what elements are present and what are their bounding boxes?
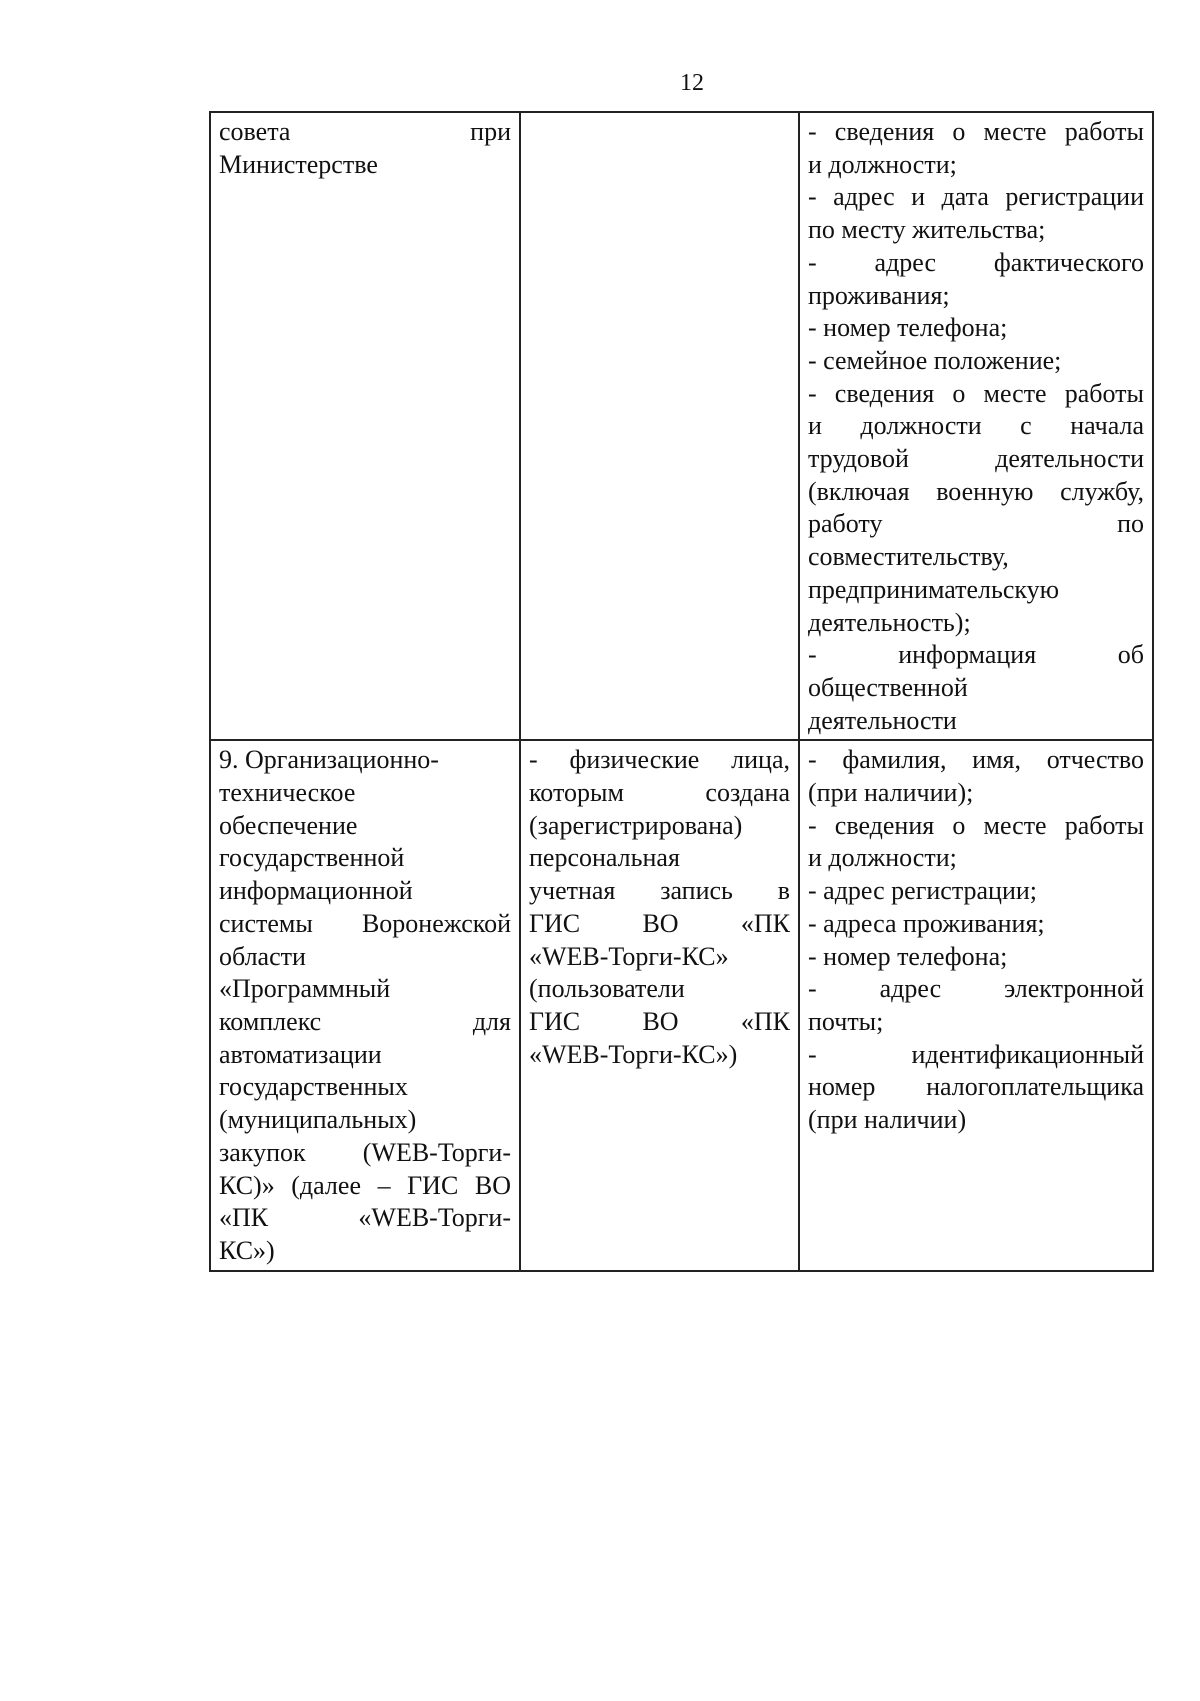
text-line: трудовой деятельности <box>808 444 1144 474</box>
text-line: техническое <box>219 778 356 808</box>
text-line: государственных <box>219 1072 408 1102</box>
text-line: деятельности <box>808 705 957 735</box>
text-line: (пользователи <box>529 974 685 1004</box>
text-line: Министерстве <box>219 149 378 179</box>
text-line: предпринимательскую <box>808 574 1060 604</box>
text-line: совместительству, <box>808 542 1009 572</box>
text-line: 9. Организационно- <box>219 745 439 775</box>
text-line: общественной <box>808 672 968 702</box>
text-line: и должности с начала <box>808 411 1144 441</box>
text-line: почты; <box>808 1006 884 1036</box>
text-line: - сведения о месте работы <box>808 378 1144 408</box>
text-line: номер налогоплательщика <box>808 1072 1144 1102</box>
table-cell-subjects <box>520 740 799 1270</box>
text-line: автоматизации <box>219 1039 382 1069</box>
text-line: и должности; <box>808 843 957 873</box>
text-line: проживания; <box>808 280 950 310</box>
table-cell-data-list <box>799 112 1153 740</box>
text-line: (муниципальных) <box>219 1105 417 1135</box>
text-line: комплекс для <box>219 1006 511 1036</box>
text-line: - адреса проживания; <box>808 908 1045 938</box>
text-line: - информация об <box>808 640 1144 670</box>
text-line: ГИС ВО «ПК <box>529 1006 790 1036</box>
text-line: которым создана <box>529 778 790 808</box>
text-line: - сведения о месте работы <box>808 117 1144 146</box>
text-line: «WEB-Торги-КС» <box>529 941 729 971</box>
text-line: - идентификационный <box>808 1039 1144 1069</box>
text-line: (при наличии); <box>808 778 974 808</box>
text-line: «ПК «WEB-Торги- <box>219 1203 511 1233</box>
text-line: «WEB-Торги-КС») <box>529 1039 738 1069</box>
table-row <box>210 740 1153 1270</box>
text-line: и должности; <box>808 149 957 179</box>
text-line: (включая военную службу, <box>808 476 1144 506</box>
text-line: - номер телефона; <box>808 941 1008 971</box>
text-line: области <box>219 941 306 971</box>
text-line: персональная <box>529 843 680 873</box>
text-line: КС») <box>219 1235 275 1265</box>
text-line: - физические лица, <box>529 745 790 775</box>
text-line: закупок (WEB-Торги- <box>219 1137 511 1167</box>
text-line: - сведения о месте работы <box>808 810 1144 840</box>
text-line: ГИС ВО «ПК <box>529 908 790 938</box>
text-line: по месту жительства; <box>808 215 1046 245</box>
text-line: - адрес и дата регистрации <box>808 182 1144 212</box>
text-line: «Программный <box>219 974 391 1004</box>
table-cell-organization <box>210 740 520 1270</box>
text-line: - адрес регистрации; <box>808 876 1037 906</box>
table-row <box>210 112 1153 740</box>
text-line: - адрес электронной <box>808 974 1144 1004</box>
text-line: (при наличии) <box>808 1105 967 1135</box>
text-line: системы Воронежской <box>219 908 511 938</box>
page-number: 12 <box>680 70 704 96</box>
text-line: учетная запись в <box>529 876 790 906</box>
text-line: работу по <box>808 509 1144 539</box>
text-line: государственной <box>219 843 405 873</box>
data-table <box>209 111 1154 1272</box>
text-line: - номер телефона; <box>808 313 1008 343</box>
text-line: - адрес фактического <box>808 247 1144 277</box>
table-cell-organization <box>210 112 520 740</box>
text-line: деятельность); <box>808 607 971 637</box>
text-line: совета при <box>219 117 511 146</box>
table-cell-data-list <box>799 740 1153 1270</box>
text-line: КС)» (далее – ГИС ВО <box>219 1170 511 1200</box>
text-line: информационной <box>219 876 413 906</box>
text-line: (зарегистрирована) <box>529 810 743 840</box>
text-line: - семейное положение; <box>808 345 1062 375</box>
text-line: - фамилия, имя, отчество <box>808 745 1144 775</box>
table-cell-subjects <box>520 112 799 740</box>
text-line: обеспечение <box>219 810 358 840</box>
